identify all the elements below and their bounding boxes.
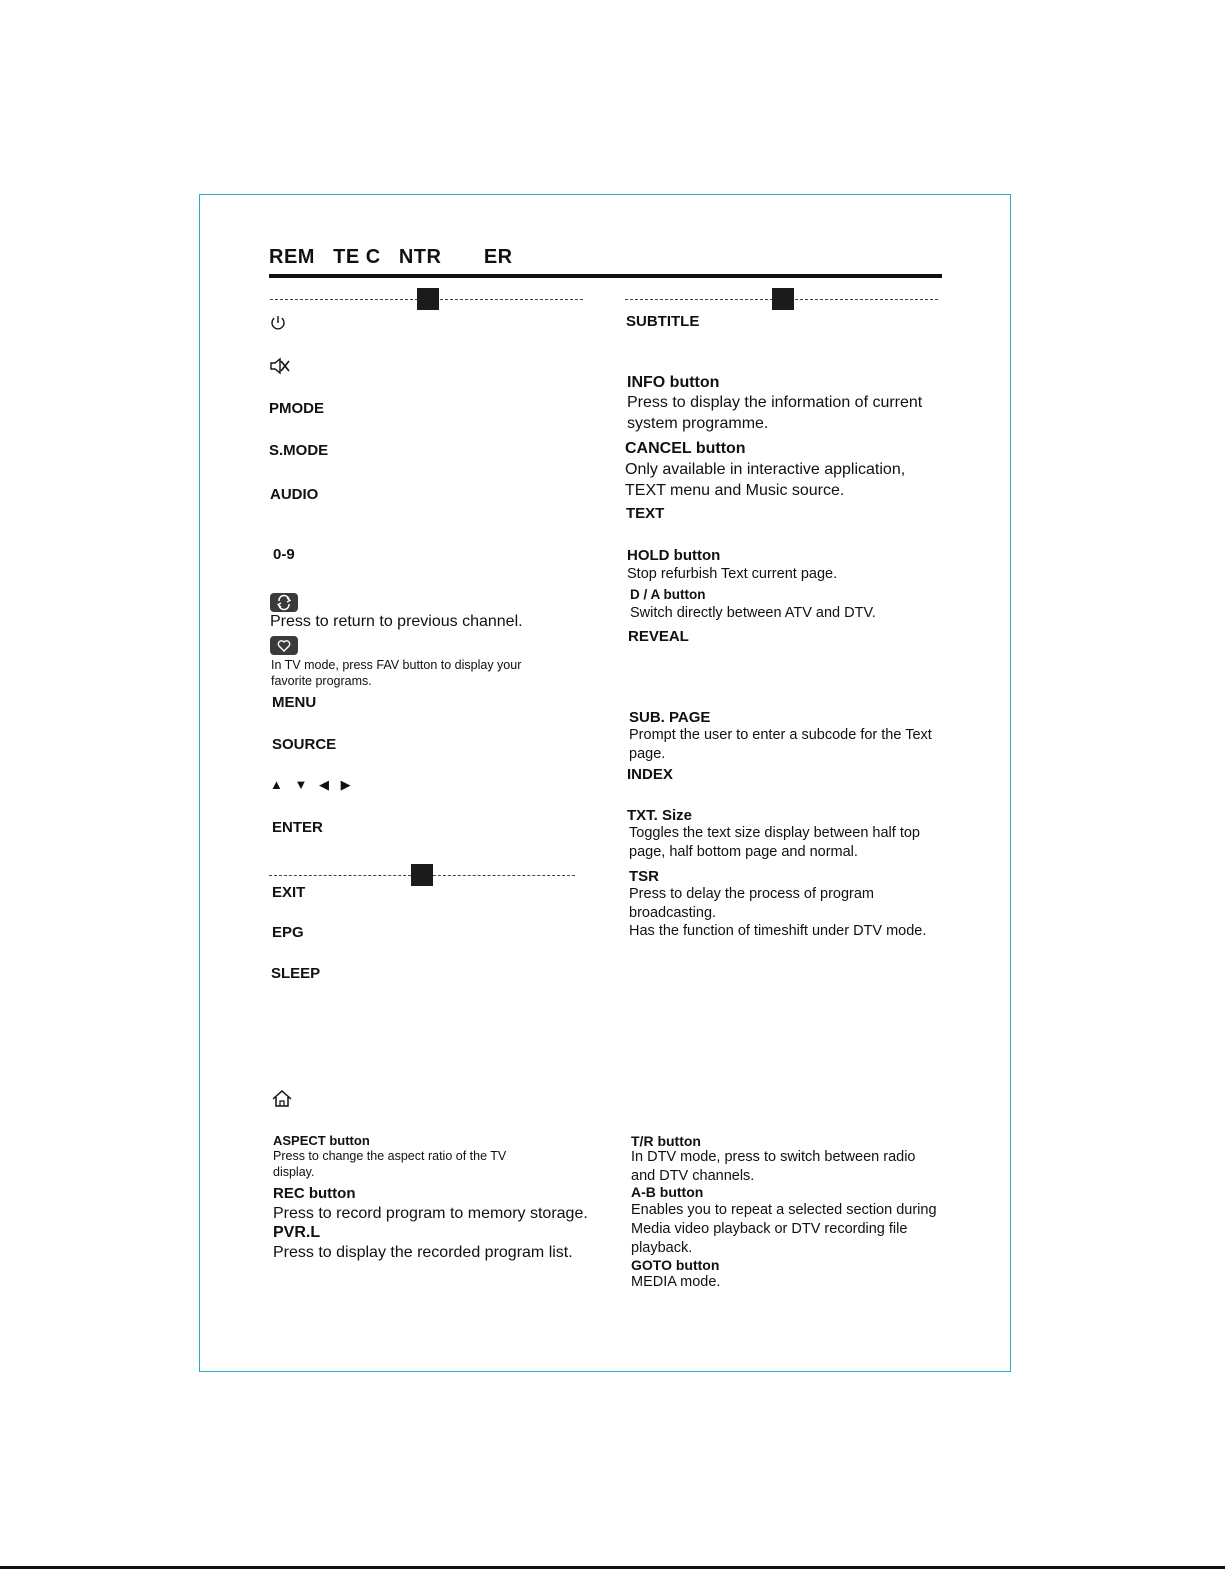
left-divider-marker-top (417, 288, 439, 310)
rec-label: REC button (273, 1185, 356, 1202)
text-label: TEXT (626, 505, 665, 522)
power-icon (269, 314, 287, 332)
right-divider-marker-top (772, 288, 794, 310)
audio-label: AUDIO (270, 486, 319, 503)
epg-label: EPG (272, 924, 304, 941)
enter-label: ENTER (272, 819, 323, 836)
mute-icon (269, 357, 291, 375)
page-bottom-rule (0, 1566, 1225, 1569)
subtitle-label: SUBTITLE (626, 313, 700, 330)
fav-desc: In TV mode, press FAV button to display your favorite programs. (271, 658, 522, 688)
tsr-desc-1: Press to delay the process of program broadcasting. (629, 886, 875, 921)
recall-badge (270, 593, 298, 612)
goto-desc: MEDIA mode. (631, 1274, 721, 1290)
left-divider-marker-mid (411, 864, 433, 886)
heart-icon (270, 636, 298, 655)
aspect-desc: Press to change the aspect ratio of the TV display. (273, 1149, 507, 1179)
info-label: INFO button (627, 374, 720, 391)
subpage-label: SUB. PAGE (629, 709, 711, 726)
ab-label: A-B button (631, 1184, 704, 1200)
aspect-label: ASPECT button (273, 1133, 370, 1148)
recall-icon (270, 593, 298, 612)
sleep-label: SLEEP (271, 965, 321, 982)
home-icon (271, 1089, 293, 1109)
txtsize-desc: Toggles the text size display between half top page, half bottom page and normal. (629, 825, 920, 860)
cancel-desc: Only available in interactive application, TEXT menu and Music source. (625, 461, 906, 499)
ab-desc: Enables you to repeat a selected section during Media video playback or DTV recording file playback. (631, 1202, 937, 1256)
recall-desc: Press to return to previous channel. (270, 613, 523, 630)
hold-label: HOLD button (627, 547, 721, 564)
txtsize-label: TXT. Size (627, 807, 693, 824)
da-label: D / A button (630, 587, 706, 602)
smode-label: S.MODE (269, 442, 329, 459)
tsr-label: TSR (629, 868, 659, 885)
page-title: REM TE C NTR ER (269, 246, 513, 268)
index-label: INDEX (627, 766, 673, 783)
arrow-keys-label: ▲ ▼ ◀ ▶ (270, 777, 355, 792)
cancel-label: CANCEL button (625, 440, 746, 457)
menu-label: MENU (272, 694, 317, 711)
exit-label: EXIT (272, 884, 306, 901)
tr-label: T/R button (631, 1133, 701, 1149)
reveal-label: REVEAL (628, 628, 689, 645)
tsr-desc-2: Has the function of timeshift under DTV mode. (629, 923, 927, 939)
source-label: SOURCE (272, 736, 337, 753)
goto-label: GOTO button (631, 1257, 720, 1273)
da-desc: Switch directly between ATV and DTV. (630, 605, 876, 621)
info-desc: Press to display the information of current system programme. (627, 394, 923, 432)
pvrl-label: PVR.L (273, 1224, 321, 1241)
fav-badge (270, 636, 298, 655)
pmode-label: PMODE (269, 400, 325, 417)
subpage-desc: Prompt the user to enter a subcode for the Text page. (629, 727, 932, 762)
rec-desc: Press to record program to memory storage. (273, 1205, 588, 1222)
digits-label: 0-9 (273, 546, 295, 563)
tr-desc: In DTV mode, press to switch between radio and DTV channels. (631, 1149, 916, 1184)
pvrl-desc: Press to display the recorded program list. (273, 1244, 573, 1261)
title-rule (269, 274, 942, 278)
hold-desc: Stop refurbish Text current page. (627, 566, 838, 582)
